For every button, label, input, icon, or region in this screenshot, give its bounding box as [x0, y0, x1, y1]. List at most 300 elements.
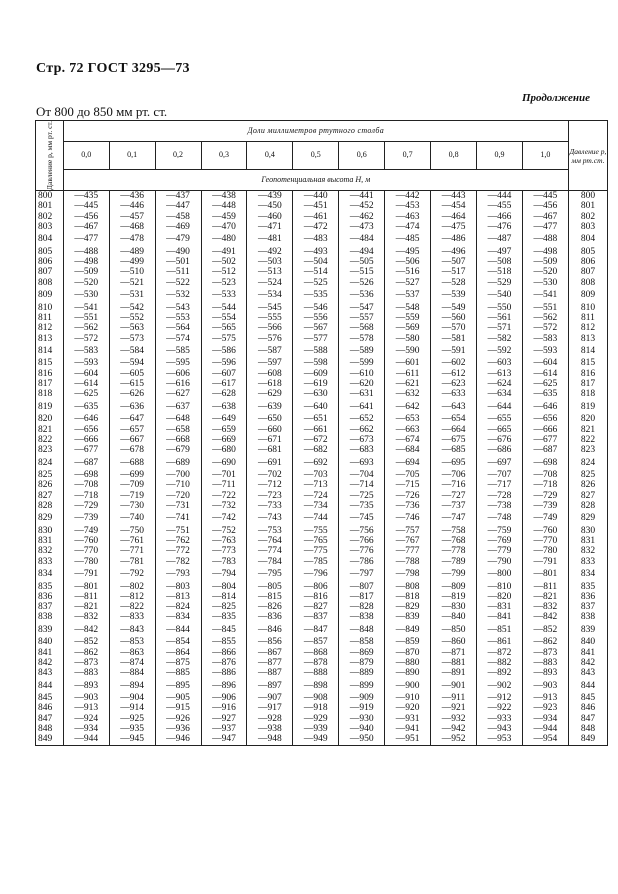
height-cell: —445 — [63, 201, 109, 211]
height-cell: —908 — [293, 693, 339, 703]
height-cell: —708 — [63, 480, 109, 490]
height-cell: —444 — [477, 191, 523, 202]
height-cell: —499 — [109, 257, 155, 267]
pressure-cell-right: 805 — [568, 247, 607, 257]
column-header: 0,3 — [201, 142, 247, 169]
height-cell: —586 — [201, 344, 247, 359]
height-cell: —945 — [109, 734, 155, 745]
height-cell: —809 — [431, 582, 477, 592]
pressure-cell: 811 — [36, 313, 64, 323]
height-cell: —860 — [431, 637, 477, 647]
height-cell: —867 — [247, 648, 293, 658]
height-cell: —508 — [477, 257, 523, 267]
height-cell: —572 — [63, 334, 109, 344]
height-cell: —619 — [293, 379, 339, 389]
height-cell: —931 — [385, 714, 431, 724]
table-row — [36, 511, 608, 526]
height-cell: —643 — [431, 400, 477, 415]
height-cell: —625 — [63, 389, 109, 399]
pressure-cell-right: 804 — [568, 232, 607, 247]
height-cell: —688 — [109, 455, 155, 470]
continuation-label: Продолжение — [521, 92, 590, 104]
height-cell: —497 — [477, 247, 523, 257]
height-cell: —741 — [155, 511, 201, 526]
height-cell: —918 — [293, 703, 339, 713]
height-cell: —604 — [63, 369, 109, 379]
height-cell: —708 — [522, 470, 568, 480]
height-cell: —492 — [247, 247, 293, 257]
height-cell: —490 — [155, 247, 201, 257]
height-cell: —831 — [477, 602, 523, 612]
height-cell: —616 — [155, 379, 201, 389]
height-cell: —861 — [477, 637, 523, 647]
height-cell: —593 — [63, 358, 109, 368]
height-cell: —730 — [109, 501, 155, 511]
height-cell: —585 — [155, 344, 201, 359]
pressure-cell-right: 806 — [568, 257, 607, 267]
height-cell: —794 — [201, 567, 247, 582]
table-row — [36, 526, 608, 536]
range-label: От 800 до 850 мм рт. ст. — [36, 104, 168, 119]
height-cell: —717 — [477, 480, 523, 490]
table-row — [36, 313, 608, 323]
height-cell: —457 — [109, 212, 155, 222]
pressure-cell-right: 820 — [568, 414, 607, 424]
height-cell: —514 — [293, 267, 339, 277]
column-header: 0,6 — [339, 142, 385, 169]
height-cell: —549 — [431, 303, 477, 313]
height-cell: —868 — [293, 648, 339, 658]
height-cell: —952 — [431, 734, 477, 745]
height-cell: —760 — [63, 536, 109, 546]
pressure-cell-right: 803 — [568, 222, 607, 232]
height-cell: —779 — [477, 546, 523, 556]
height-cell: —870 — [385, 648, 431, 658]
pressure-cell: 817 — [36, 379, 64, 389]
height-cell: —862 — [522, 637, 568, 647]
height-cell: —436 — [109, 191, 155, 202]
height-cell: —732 — [201, 501, 247, 511]
column-header: 0,1 — [109, 142, 155, 169]
height-cell: —460 — [247, 212, 293, 222]
height-cell: —554 — [201, 313, 247, 323]
height-cell: —651 — [293, 414, 339, 424]
height-cell: —887 — [247, 668, 293, 678]
height-cell: —720 — [155, 491, 201, 501]
height-cell: —762 — [155, 536, 201, 546]
height-cell: —903 — [522, 679, 568, 694]
pressure-cell: 805 — [36, 247, 64, 257]
height-cell: —722 — [201, 491, 247, 501]
height-cell: —753 — [247, 526, 293, 536]
height-cell: —541 — [522, 288, 568, 303]
height-cell: —574 — [155, 334, 201, 344]
pressure-cell-right: 814 — [568, 344, 607, 359]
height-cell: —758 — [431, 526, 477, 536]
height-cell: —653 — [385, 414, 431, 424]
height-cell: —559 — [385, 313, 431, 323]
height-cell: —494 — [339, 247, 385, 257]
height-cell: —581 — [431, 334, 477, 344]
height-cell: —840 — [431, 612, 477, 622]
height-cell: —842 — [63, 623, 109, 638]
pressure-cell: 809 — [36, 288, 64, 303]
height-cell: —496 — [431, 247, 477, 257]
pressure-cell-right: 819 — [568, 400, 607, 415]
height-cell: —875 — [155, 658, 201, 668]
table-row — [36, 546, 608, 556]
height-cell: —626 — [109, 389, 155, 399]
pressure-cell-right: 817 — [568, 379, 607, 389]
height-cell: —797 — [339, 567, 385, 582]
height-cell: —565 — [201, 323, 247, 333]
pressure-cell: 836 — [36, 592, 64, 602]
height-cell: —879 — [339, 658, 385, 668]
height-cell: —888 — [293, 668, 339, 678]
pressure-cell: 842 — [36, 658, 64, 668]
height-cell: —671 — [247, 435, 293, 445]
height-cell: —631 — [339, 389, 385, 399]
height-cell: —749 — [522, 511, 568, 526]
height-cell: —932 — [431, 714, 477, 724]
height-cell: —575 — [201, 334, 247, 344]
height-cell: —659 — [201, 425, 247, 435]
pressure-cell-right: 818 — [568, 389, 607, 399]
height-cell: —506 — [385, 257, 431, 267]
height-cell: —890 — [385, 668, 431, 678]
height-cell: —583 — [63, 344, 109, 359]
height-cell: —620 — [339, 379, 385, 389]
height-cell: —698 — [522, 455, 568, 470]
height-cell: —686 — [477, 445, 523, 455]
height-cell: —593 — [522, 344, 568, 359]
height-cell: —530 — [522, 278, 568, 288]
height-cell: —826 — [247, 602, 293, 612]
height-cell: —441 — [339, 191, 385, 202]
pressure-cell-right: 808 — [568, 278, 607, 288]
height-cell: —609 — [293, 369, 339, 379]
height-cell: —451 — [293, 201, 339, 211]
table-row — [36, 344, 608, 359]
height-cell: —681 — [247, 445, 293, 455]
height-cell: —913 — [63, 703, 109, 713]
height-cell: —480 — [201, 232, 247, 247]
height-cell: —599 — [339, 358, 385, 368]
height-cell: —531 — [109, 288, 155, 303]
height-cell: —872 — [477, 648, 523, 658]
height-cell: —564 — [155, 323, 201, 333]
table-row — [36, 648, 608, 658]
height-cell: —747 — [431, 511, 477, 526]
pressure-cell-right: 836 — [568, 592, 607, 602]
height-cell: —674 — [385, 435, 431, 445]
table-row — [36, 435, 608, 445]
height-cell: —893 — [522, 668, 568, 678]
pressure-cell: 803 — [36, 222, 64, 232]
pressure-cell-right: 825 — [568, 470, 607, 480]
height-cell: —830 — [431, 602, 477, 612]
height-cell: —473 — [339, 222, 385, 232]
height-cell: —562 — [63, 323, 109, 333]
height-cell: —498 — [63, 257, 109, 267]
height-cell: —547 — [339, 303, 385, 313]
height-cell: —859 — [385, 637, 431, 647]
height-cell: —504 — [293, 257, 339, 267]
height-cell: —896 — [201, 679, 247, 694]
height-cell: —524 — [247, 278, 293, 288]
table-body — [36, 191, 608, 746]
height-cell: —824 — [155, 602, 201, 612]
height-cell: —834 — [155, 612, 201, 622]
height-cell: —647 — [109, 414, 155, 424]
height-cell: —705 — [385, 470, 431, 480]
height-cell: —590 — [385, 344, 431, 359]
height-cell: —781 — [109, 557, 155, 567]
height-cell: —926 — [155, 714, 201, 724]
height-cell: —937 — [201, 724, 247, 734]
height-cell: —811 — [522, 582, 568, 592]
height-cell: —525 — [293, 278, 339, 288]
height-cell: —941 — [385, 724, 431, 734]
height-cell: —723 — [247, 491, 293, 501]
height-cell: —780 — [522, 546, 568, 556]
height-cell: —545 — [247, 303, 293, 313]
height-cell: —543 — [155, 303, 201, 313]
height-cell: —933 — [477, 714, 523, 724]
height-cell: —785 — [293, 557, 339, 567]
height-cell: —640 — [293, 400, 339, 415]
height-cell: —589 — [339, 344, 385, 359]
height-cell: —743 — [247, 511, 293, 526]
height-cell: —535 — [293, 288, 339, 303]
height-cell: —461 — [293, 212, 339, 222]
height-cell: —786 — [339, 557, 385, 567]
height-cell: —690 — [201, 455, 247, 470]
table-row — [36, 480, 608, 490]
height-cell: —523 — [201, 278, 247, 288]
height-cell: —876 — [201, 658, 247, 668]
height-cell: —833 — [109, 612, 155, 622]
height-cell: —654 — [431, 414, 477, 424]
geopotential-table — [35, 120, 608, 746]
height-cell: —829 — [385, 602, 431, 612]
height-cell: —947 — [201, 734, 247, 745]
pressure-cell-right: 800 — [568, 191, 607, 202]
height-cell: —678 — [109, 445, 155, 455]
pressure-cell: 818 — [36, 389, 64, 399]
table-row — [36, 303, 608, 313]
table-row — [36, 257, 608, 267]
height-cell: —692 — [293, 455, 339, 470]
pressure-cell-right: 821 — [568, 425, 607, 435]
pressure-cell: 843 — [36, 668, 64, 678]
height-cell: —652 — [339, 414, 385, 424]
height-cell: —821 — [522, 592, 568, 602]
height-cell: —914 — [109, 703, 155, 713]
height-cell: —478 — [109, 232, 155, 247]
height-cell: —835 — [201, 612, 247, 622]
height-cell: —736 — [385, 501, 431, 511]
height-cell: —790 — [477, 557, 523, 567]
column-header: 0,8 — [431, 142, 477, 169]
table-row — [36, 358, 608, 368]
height-cell: —467 — [522, 212, 568, 222]
height-cell: —555 — [247, 313, 293, 323]
pressure-cell-right: 829 — [568, 511, 607, 526]
height-cell: —737 — [431, 501, 477, 511]
height-cell: —718 — [63, 491, 109, 501]
height-cell: —673 — [339, 435, 385, 445]
height-cell: —528 — [431, 278, 477, 288]
pressure-cell-right: 810 — [568, 303, 607, 313]
height-cell: —604 — [522, 358, 568, 368]
height-cell: —666 — [522, 425, 568, 435]
height-cell: —944 — [522, 724, 568, 734]
height-cell: —739 — [522, 501, 568, 511]
pressure-cell-right: 812 — [568, 323, 607, 333]
pressure-cell-right: 822 — [568, 435, 607, 445]
height-cell: —560 — [431, 313, 477, 323]
height-cell: —578 — [339, 334, 385, 344]
height-cell: —583 — [522, 334, 568, 344]
height-cell: —836 — [247, 612, 293, 622]
pressure-cell: 845 — [36, 693, 64, 703]
height-cell: —864 — [155, 648, 201, 658]
height-cell: —770 — [63, 546, 109, 556]
height-cell: —661 — [293, 425, 339, 435]
height-cell: —776 — [339, 546, 385, 556]
height-cell: —839 — [385, 612, 431, 622]
table-row — [36, 212, 608, 222]
table-row — [36, 232, 608, 247]
pressure-cell: 831 — [36, 536, 64, 546]
height-cell: —851 — [477, 623, 523, 638]
height-cell: —760 — [522, 526, 568, 536]
height-cell: —757 — [385, 526, 431, 536]
table-row — [36, 693, 608, 703]
height-cell: —815 — [247, 592, 293, 602]
height-cell: —452 — [339, 201, 385, 211]
table-row — [36, 267, 608, 277]
height-cell: —598 — [293, 358, 339, 368]
height-cell: —701 — [201, 470, 247, 480]
height-cell: —810 — [477, 582, 523, 592]
height-cell: —610 — [339, 369, 385, 379]
height-cell: —509 — [522, 257, 568, 267]
table-row — [36, 323, 608, 333]
height-cell: —878 — [293, 658, 339, 668]
height-cell: —763 — [201, 536, 247, 546]
height-cell: —636 — [109, 400, 155, 415]
height-cell: —729 — [63, 501, 109, 511]
height-cell: —667 — [109, 435, 155, 445]
height-cell: —501 — [155, 257, 201, 267]
height-cell: —450 — [247, 201, 293, 211]
height-cell: —488 — [63, 247, 109, 257]
pressure-cell-right: 830 — [568, 526, 607, 536]
table-row — [36, 400, 608, 415]
height-cell: —677 — [522, 435, 568, 445]
height-cell: —591 — [431, 344, 477, 359]
height-cell: —927 — [201, 714, 247, 724]
height-cell: —850 — [431, 623, 477, 638]
height-cell: —537 — [385, 288, 431, 303]
height-cell: —796 — [293, 567, 339, 582]
column-header: 0,0 — [63, 142, 109, 169]
pressure-cell-right: 837 — [568, 602, 607, 612]
height-cell: —916 — [201, 703, 247, 713]
height-cell: —624 — [477, 379, 523, 389]
height-cell: —848 — [339, 623, 385, 638]
height-cell: —437 — [155, 191, 201, 202]
column-header-row — [36, 142, 608, 169]
pressure-cell-right: 841 — [568, 648, 607, 658]
pressure-cell: 815 — [36, 358, 64, 368]
pressure-cell: 827 — [36, 491, 64, 501]
column-header: 1,0 — [522, 142, 568, 169]
height-cell: —486 — [431, 232, 477, 247]
pressure-cell-right: 848 — [568, 724, 607, 734]
height-cell: —902 — [477, 679, 523, 694]
height-cell: —700 — [155, 470, 201, 480]
height-cell: —454 — [431, 201, 477, 211]
height-cell: —716 — [431, 480, 477, 490]
height-cell: —793 — [155, 567, 201, 582]
height-cell: —903 — [63, 693, 109, 703]
height-cell: —943 — [477, 724, 523, 734]
table-row — [36, 222, 608, 232]
height-cell: —552 — [109, 313, 155, 323]
height-cell: —698 — [63, 470, 109, 480]
height-cell: —750 — [109, 526, 155, 536]
height-cell: —639 — [247, 400, 293, 415]
height-cell: —782 — [155, 557, 201, 567]
pressure-cell-right: 842 — [568, 658, 607, 668]
height-cell: —505 — [339, 257, 385, 267]
height-cell: —679 — [155, 445, 201, 455]
height-cell: —687 — [63, 455, 109, 470]
height-cell: —435 — [63, 191, 109, 202]
height-cell: —518 — [477, 267, 523, 277]
height-cell: —614 — [522, 369, 568, 379]
height-cell: —792 — [109, 567, 155, 582]
height-cell: —507 — [431, 257, 477, 267]
height-cell: —710 — [155, 480, 201, 490]
height-cell: —680 — [201, 445, 247, 455]
height-cell: —940 — [339, 724, 385, 734]
height-cell: —724 — [293, 491, 339, 501]
height-cell: —842 — [522, 612, 568, 622]
height-cell: —804 — [201, 582, 247, 592]
pressure-cell: 816 — [36, 369, 64, 379]
height-cell: —657 — [109, 425, 155, 435]
pressure-cell: 826 — [36, 480, 64, 490]
height-cell: —472 — [293, 222, 339, 232]
height-cell: —846 — [247, 623, 293, 638]
height-cell: —684 — [385, 445, 431, 455]
height-cell: —766 — [339, 536, 385, 546]
height-cell: —530 — [63, 288, 109, 303]
height-cell: —923 — [522, 703, 568, 713]
height-cell: —608 — [247, 369, 293, 379]
height-cell: —459 — [201, 212, 247, 222]
height-cell: —660 — [247, 425, 293, 435]
pressure-cell-right: 807 — [568, 267, 607, 277]
pressure-cell-right: 840 — [568, 637, 607, 647]
height-cell: —950 — [339, 734, 385, 745]
pressure-cell-right: 815 — [568, 358, 607, 368]
height-subheader: Геопотенциальная высота H, м — [63, 169, 568, 190]
